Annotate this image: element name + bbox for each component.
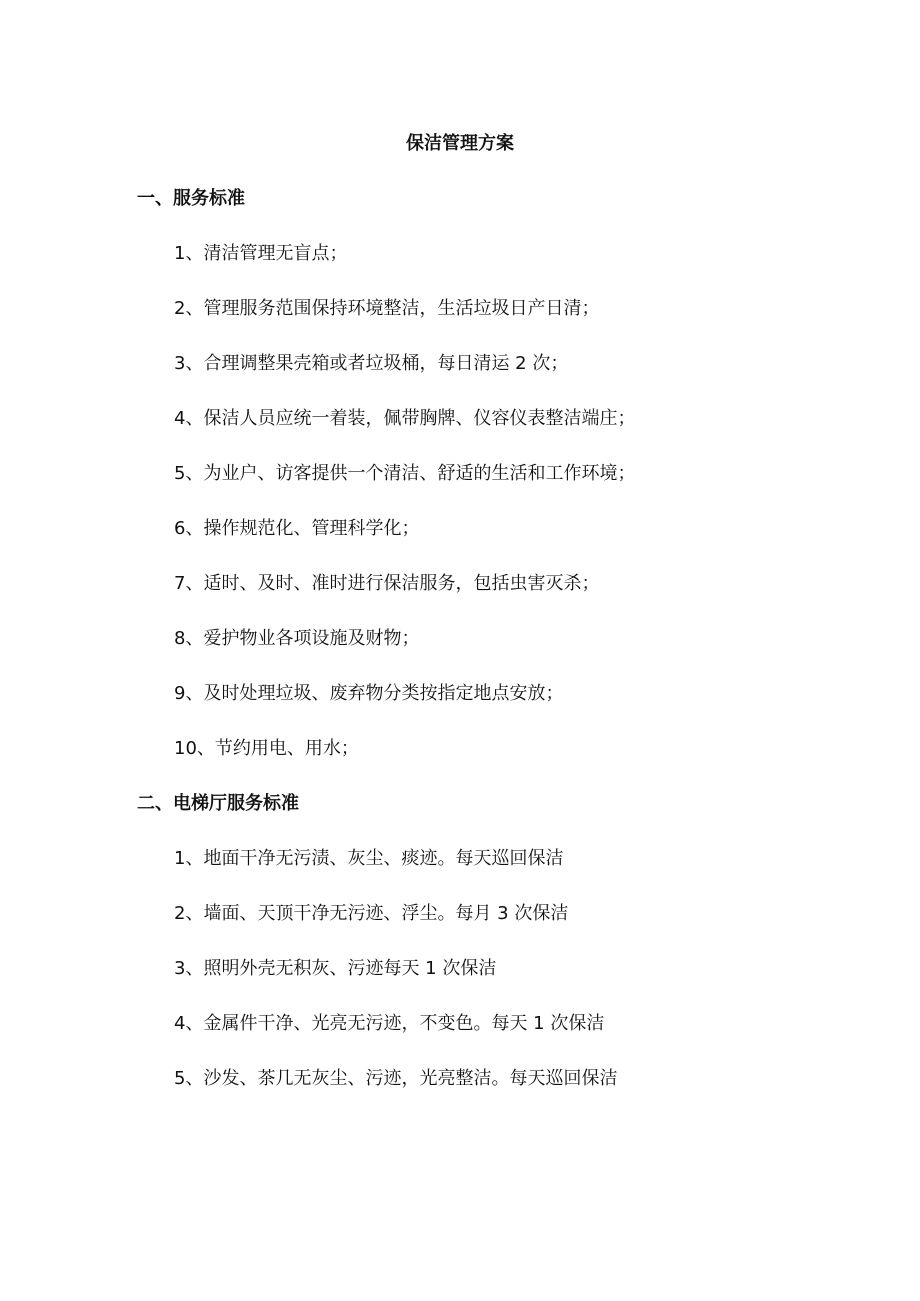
list-item: 1、地面干净无污渍、灰尘、痰迹。每天巡回保洁 [174,848,564,869]
list-item: 1、清洁管理无盲点； [174,243,348,264]
section-heading-service-standards: 一、服务标准 [137,188,245,209]
list-item: 10、节约用电、用水； [174,738,359,759]
list-item: 9、及时处理垃圾、废弃物分类按指定地点安放； [174,683,564,704]
list-item: 4、金属件干净、光亮无污迹，不变色。每天 1 次保洁 [174,1013,605,1034]
list-item: 6、操作规范化、管理科学化； [174,518,420,539]
document-title: 保洁管理方案 [406,133,514,154]
list-item: 5、为业户、访客提供一个清洁、舒适的生活和工作环境； [174,463,636,484]
list-item: 4、保洁人员应统一着装，佩带胸牌、仪容仪表整洁端庄； [174,408,636,429]
section-heading-elevator-hall-standards: 二、电梯厅服务标准 [137,793,299,814]
list-item: 3、照明外壳无积灰、污迹每天 1 次保洁 [174,958,497,979]
list-item: 2、墙面、天顶干净无污迹、浮尘。每月 3 次保洁 [174,903,569,924]
list-item: 2、管理服务范围保持环境整洁，生活垃圾日产日清； [174,298,600,319]
list-item: 8、爱护物业各项设施及财物； [174,628,420,649]
list-item: 7、适时、及时、准时进行保洁服务，包括虫害灭杀； [174,573,600,594]
list-item: 3、合理调整果壳箱或者垃圾桶，每日清运 2 次； [174,353,569,374]
list-item: 5、沙发、茶几无灰尘、污迹，光亮整洁。每天巡回保洁 [174,1068,618,1089]
